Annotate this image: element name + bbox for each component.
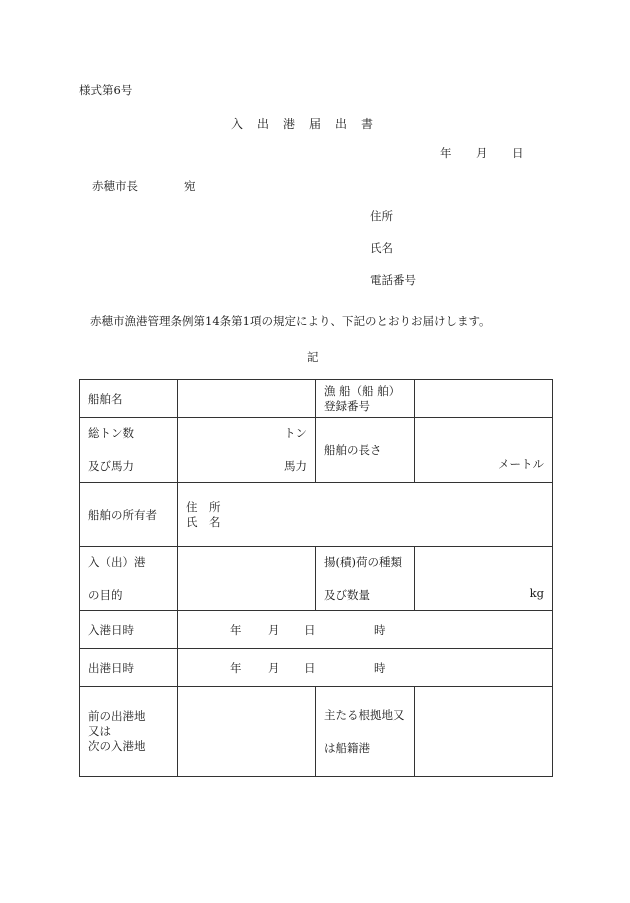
row-entry-datetime bbox=[80, 611, 553, 649]
purpose-label-1: 入（出）港 bbox=[88, 554, 146, 569]
home-port-label-1: 主たる根拠地又 bbox=[324, 707, 405, 722]
row-tonnage bbox=[80, 418, 553, 483]
owner-address-label: 住 所 bbox=[186, 499, 221, 514]
registration-number-label: 登録番号 bbox=[324, 398, 370, 413]
title-char: 届 bbox=[308, 117, 321, 131]
tonnage-field[interactable] bbox=[178, 418, 316, 483]
title-char: 出 bbox=[256, 117, 269, 131]
title-char: 入 bbox=[230, 117, 243, 131]
ports-field[interactable] bbox=[178, 687, 316, 777]
row-vessel-name bbox=[80, 380, 553, 418]
applicant-address-label: 住所 bbox=[370, 209, 393, 223]
applicant-phone-label: 電話番号 bbox=[370, 273, 416, 287]
form-title bbox=[224, 113, 380, 132]
exit-month: 月 bbox=[268, 660, 280, 675]
exit-year: 年 bbox=[230, 660, 242, 675]
row-ports bbox=[80, 687, 553, 777]
label-cell bbox=[80, 687, 178, 777]
label-cell bbox=[80, 547, 178, 611]
entry-year: 年 bbox=[230, 622, 242, 637]
label-cell bbox=[316, 380, 415, 418]
addressee-honorific: 宛 bbox=[184, 179, 196, 193]
exit-datetime-label: 出港日時 bbox=[88, 660, 134, 675]
unit-kg: kg bbox=[529, 586, 544, 600]
or-label: 又は bbox=[88, 724, 111, 738]
horsepower-label: 及び馬力 bbox=[88, 459, 134, 473]
purpose-field[interactable] bbox=[178, 547, 316, 611]
cargo-field[interactable] bbox=[415, 547, 553, 611]
tonnage-label: 総トン数 bbox=[88, 426, 134, 440]
next-port-label: 次の入港地 bbox=[88, 739, 146, 753]
cargo-quantity-label: 及び数量 bbox=[324, 587, 370, 602]
title-char: 書 bbox=[360, 117, 373, 131]
exit-hour: 時 bbox=[374, 660, 386, 675]
owner-field[interactable] bbox=[178, 483, 553, 547]
row-owner bbox=[80, 483, 553, 547]
vessel-name-label bbox=[88, 391, 172, 407]
date-year: 年 bbox=[440, 146, 452, 160]
label-cell bbox=[316, 547, 415, 611]
exit-datetime-field[interactable] bbox=[178, 649, 553, 687]
purpose-label-2: の目的 bbox=[88, 587, 123, 602]
previous-port-label: 前の出港地 bbox=[88, 709, 146, 723]
entry-hour: 時 bbox=[374, 622, 386, 637]
owner-label: 船舶の所有者 bbox=[88, 507, 157, 522]
cargo-type-label: 揚(積)荷の種類 bbox=[324, 554, 402, 569]
registration-table bbox=[79, 379, 553, 777]
owner-name-label: 氏 名 bbox=[186, 514, 221, 529]
vessel-length-label: 船舶の長さ bbox=[324, 443, 382, 457]
addressee-name: 赤穂市長 bbox=[92, 179, 138, 193]
ki-label: 記 bbox=[307, 350, 319, 364]
fishing-boat-label: 漁 船（船 舶） bbox=[324, 383, 401, 398]
title-char: 港 bbox=[282, 117, 295, 131]
label-cell bbox=[80, 418, 178, 483]
entry-datetime-field[interactable] bbox=[178, 611, 553, 649]
row-purpose bbox=[80, 547, 553, 611]
vessel-name-field[interactable] bbox=[178, 380, 316, 418]
applicant-name-label: 氏名 bbox=[370, 241, 393, 255]
registration-number-field[interactable] bbox=[415, 380, 553, 418]
label-cell bbox=[80, 611, 178, 649]
form-number: 様式第6号 bbox=[79, 83, 133, 97]
entry-day: 日 bbox=[304, 622, 316, 637]
statement: 赤穂市漁港管理条例第14条第1項の規定により、下記のとおりお届けします。 bbox=[90, 314, 491, 328]
home-port-label-2: は船籍港 bbox=[324, 740, 370, 755]
label-cell bbox=[316, 418, 415, 483]
unit-meter: メートル bbox=[498, 457, 544, 471]
row-exit-datetime bbox=[80, 649, 553, 687]
label-text: 船舶名 bbox=[88, 391, 123, 406]
vessel-length-field[interactable] bbox=[415, 418, 553, 483]
label-cell bbox=[80, 483, 178, 547]
exit-day: 日 bbox=[304, 660, 316, 675]
label-cell bbox=[80, 380, 178, 418]
entry-datetime-label: 入港日時 bbox=[88, 622, 134, 637]
date-month: 月 bbox=[476, 146, 488, 160]
label-cell bbox=[316, 687, 415, 777]
title-char: 出 bbox=[334, 117, 347, 131]
entry-month: 月 bbox=[268, 622, 280, 637]
unit-horsepower: 馬力 bbox=[284, 459, 307, 473]
date-day: 日 bbox=[512, 146, 524, 160]
unit-ton: トン bbox=[284, 426, 307, 440]
label-cell bbox=[80, 649, 178, 687]
home-port-field[interactable] bbox=[415, 687, 553, 777]
